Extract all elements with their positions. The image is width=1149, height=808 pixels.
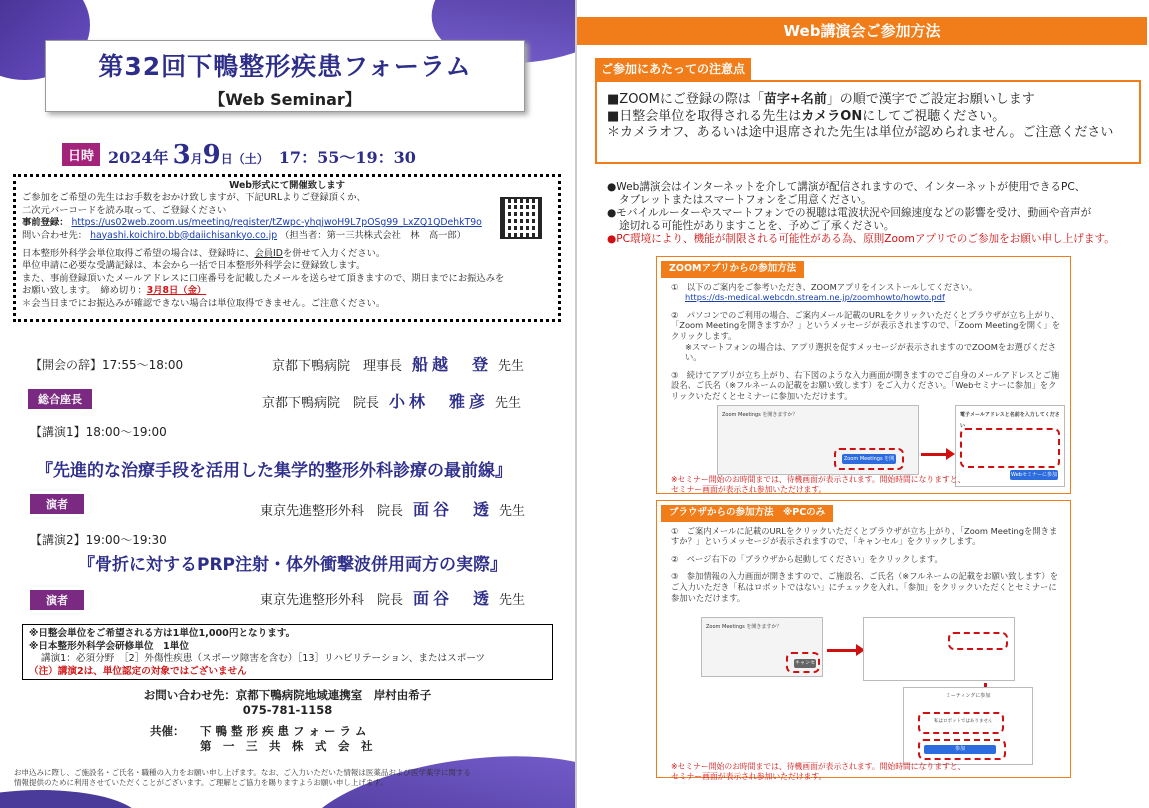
honorific: 先生 [499,593,526,608]
screenshot-title: 電子メールアドレスと名前を入力してください [960,412,1060,429]
info-line: ご参加をご希望の先生はお手数をおかけ致しますが、下記URLよりご登録頂くか、 [22,192,366,204]
lecture1-title: 『先進的な治療手段を活用した集学的整形外科診療の最前線』 [36,461,512,481]
chair-label: 総合座長 [28,389,92,409]
info-text: を併せて入力ください。 [282,248,386,260]
lecture2-presenter-label: 演者 [30,590,84,610]
registration-info-box [13,174,561,322]
browser-step: ③ 参加情報の入力画面が開きますので、ご施設名、ご氏名（※フルネームの記載をお願い致します）をご入力いただき「私はロボットではない」にチェックを入れ、「参加」をクリックいただくとセミナーに参加いただけます。 [671,571,1059,603]
highlight-dashed [786,652,820,673]
browser-open-dialog-screenshot [701,617,823,677]
highlight-dashed [960,428,1060,468]
notice-text: ■ZOOMにご登録の際は「 [607,92,764,107]
bullet-item-cont: 途切れる可能性がありますことを、予めご了承ください。 [619,220,895,232]
lecture2-affiliation: 東京先進整形外科 院長 [260,593,404,608]
opening-speaker-name: 船越 登 [412,355,493,374]
contact-label: 問い合わせ先： [22,229,88,241]
highlight-dashed [948,632,1008,650]
footnote-line: お申込みに際し、ご施設名・ご氏名・職種の入力をお願い申し上げます。なお、ご入力いただいた情報は医薬品および医学薬学に関する [14,768,471,777]
honorific: 先生 [498,359,525,374]
flyer-right-page [577,0,1149,808]
join-button[interactable]: 参加 [924,745,996,754]
notice-emphasis: カメラON [801,108,863,124]
deadline-text: 3月8日（金） [146,285,207,297]
notice-tab: ご参加にあたっての注意点 [595,58,751,80]
sponsor-org: 下 鴨 整 形 疾 患 フ ォ ー ラ ム [200,724,367,738]
info-heading: Web形式にて開催致します [229,180,345,191]
bullet-item: ●モバイルルーターやスマートフォンでの視聴は電波状況や回線速度などの影響を受け、動画や音声が [607,207,1092,219]
contact-email-link[interactable]: hayashi.koichiro.bb@daiichisankyo.co.jp [90,229,278,241]
arrow-right-icon [921,453,947,456]
bullet-item: ●Web講演会はインターネットを介して講演が配信されますので、インターネットが使用できるPC、 [607,181,1086,193]
member-id-text: 会員ID [254,248,283,260]
credit-line: ※日本整形外科学会研修単位 1単位 [29,640,189,652]
lecture1-speaker-name: 面谷 透 [413,500,494,519]
footnote-line: 情報提供のために利用させていただくことがございます。ご理解とご協力を賜りますようお願い申し上げます。 [14,778,388,787]
sponsor-label: 共催： [150,724,185,738]
contact-info [0,688,575,718]
cancel-button[interactable]: キャンセル [794,660,815,675]
notice-text: にしてご視聴ください。 [862,108,1006,124]
credit-line: 講演1：必須分野 ［2］外傷性疾患（スポーツ障害を含む）［13］リハビリテーション、またはスポーツ [41,653,486,664]
lecture1-speaker-row [260,497,525,520]
event-date [62,140,416,170]
screenshot-title: Zoom Meetings を開きますか？ [706,624,782,630]
info-line: また、事前登録頂いたメールアドレスに口座番号を記載したメールを送らせて頂きますので、期日までにお振込みを [22,272,505,284]
decorative-swoosh-bottom-left [0,790,140,808]
join-webinar-button[interactable]: Webセミナーに参加 [1011,472,1057,478]
chair-speaker-row [262,389,521,412]
zoom-browser-launch-screenshot [863,617,1015,681]
bullet-item-cont: タブレットまたはスマートフォンをご用意ください。 [619,194,872,206]
lecture2-time: 【講演2】19:00～19:30 [30,533,167,547]
zoom-step [671,370,1062,402]
notice-text: ■日整会単位を取得される先生は [607,108,802,124]
date-weekday: （土） [232,152,269,166]
info-line: 単位申請に必要な受講記録は、本会から一括で日本整形外科学会に登録致します。 [22,260,366,272]
notice-line [607,92,1129,109]
contact-phone: 075-781-1158 [242,703,333,717]
date-label: 日時 [62,143,100,166]
zoom-step [671,310,1062,363]
bullet-item-important: ●PC環境により、機能が制限される可能性がある為、原則Zoomアプリでのご参加をお願い申し上げます。 [607,233,1115,245]
contact-line [22,230,552,242]
waiting-note: ※セミナー開始のお時間までは、待機画面が表示されます。開始時間になりますと、セミナー画面が表示され参加いただけます。 [671,762,966,781]
sponsor-org: 第 一 三 共 株 式 会 社 [200,739,373,753]
lecture2-title: 『骨折に対するPRP注射・体外衝撃波併用両方の実際』 [78,555,508,575]
screenshot-title: Zoom Meetings を開きますか？ [722,412,798,418]
opening-time: 【開会の辞】17:55～18:00 [30,358,184,372]
step-text: ② パソコンでのご利用の場合、ご案内メール記載のURLをクリックいただくとブラウザが立ち上がり、「Zoom Meetingを開きますか？」というメッセージが表示されますので、「Zoom Meetingを開く」をクリックします。 [671,309,1060,341]
screenshot-title: ミーティングに参加 [945,693,991,699]
arrow-right-icon [827,649,857,652]
registration-url-link[interactable]: https://us02web.zoom.us/meeting/register/tZwpc-yhqjwoH9L7pOSg99_LxZQ1QDehkT9o [71,217,482,229]
requirements-list [607,181,1137,246]
highlight-dashed [834,448,904,470]
notice-box [595,80,1141,164]
date-month: 3 [172,140,191,170]
waiting-note: ※セミナー開始のお時間までは、待機画面が表示されます。開始時間になりますと、セミナー画面が表示され参加いただけます。 [671,475,966,494]
info-line [22,248,552,260]
contact-person: （担当者：第一三共株式会社 林 高一郎） [280,229,467,241]
notice-emphasis: 苗字+名前 [763,92,827,107]
date-year: 2024年 [108,148,169,167]
highlight-dashed [918,712,1004,734]
lecture1-affiliation: 東京先進整形外科 院長 [260,504,404,519]
zoom-app-panel [656,256,1071,494]
privacy-footnote [14,768,484,788]
zoom-panel-title: ZOOMアプリからの参加方法 [661,261,804,278]
date-day: 9 [202,140,221,170]
registration-label: 事前登録： [22,217,69,229]
sponsor-info [150,724,373,754]
step-note: ※スマートフォンの場合は、アプリ選択を促すメッセージが表示されますのでZOOMをお選びください。 [685,341,1057,363]
browser-step: ② ページ右下の「ブラウザから起動してください」をクリックします。 [671,553,943,564]
info-text: お願い致します。 締め切り： [22,285,147,297]
recaptcha-checkbox-label[interactable]: 私はロボットではありません [934,719,993,724]
lecture1-time: 【講演1】18:00～19:00 [30,425,167,439]
notice-text: 」の順で漢字でご設定お願いします [826,92,1035,107]
info-text: 日本整形外科学会単位取得ご希望の場合は、登録時に、 [22,248,255,260]
credit-note: （注）講演2は、単位認定の対象ではございません [29,665,247,677]
credit-line: ※日整会単位をご希望される方は1単位1,000円となります。 [29,628,296,639]
opening-affiliation: 京都下鴨病院 理事長 [272,359,403,374]
info-line: 二次元バーコードを読み取って、ご登録ください [22,204,227,216]
step-text: ③ 続けてアプリが立ち上がり、右下図のような入力画面が開きますのでご自身のメールアドレスとご施設名、ご氏名（※フルネームの記載をお願い致します）をご入力ください。「Webセミナーに参加」をクリックいただくとセミナーに参加いただけます。 [671,369,1060,401]
zoom-howto-link[interactable]: https://ds-medical.webcdn.stream.ne.jp/zoomhowto/howto.pdf [685,292,945,303]
browser-panel-title: ブラウザからの参加方法 ※PCのみ [661,505,833,522]
lecture2-speaker-name: 面谷 透 [413,589,494,608]
step-text: ① 以下のご案内をご参考いただき、ZOOMアプリをインストールしてください。 [671,281,978,292]
credit-info-box [22,624,553,680]
info-line: ＊会当日までにお振込みが確認できない場合は単位取得できません。ご注意ください。 [22,297,386,309]
qr-code[interactable] [500,197,542,239]
notice-line: ＊カメラオフ、あるいは途中退席された先生は単位が認められません。ご注意ください [607,125,1114,140]
zoom-step [671,282,1062,303]
browser-join-form-screenshot [903,687,1033,765]
participation-header: Web講演会ご参加方法 [577,17,1147,45]
opening-speaker-row [272,352,524,375]
contact-line: お問い合わせ先：京都下鴨病院地域連携室 岸村由希子 [143,688,432,702]
registration-line [22,217,552,229]
page-subtitle: 【Web Seminar】 [209,90,361,109]
browser-panel [656,500,1071,778]
chair-speaker-name: 小林 雅彦 [389,392,490,411]
date-time: 17：55～19：30 [278,148,416,167]
honorific: 先生 [499,504,526,519]
open-zoom-button[interactable]: Zoom Meetings を開く [843,456,895,472]
title-box [45,40,525,112]
browser-step: ① ご案内メールに記載のURLをクリックいただくとブラウザが立ち上がり、「Zoom Meetingを開きますか？」というメッセージが表示されますので、「キャンセル」をクリックします。 [671,525,1058,547]
page-title: 第32回下鴨整形疾患フォーラム [98,52,472,81]
lecture2-speaker-row [260,586,525,609]
zoom-open-dialog-screenshot [717,405,919,475]
notice-line [607,109,1129,126]
chair-affiliation: 京都下鴨病院 院長 [262,396,380,411]
date-day-unit: 日 [220,152,233,166]
info-line [22,285,552,297]
highlight-dashed [918,739,1006,760]
lecture1-presenter-label: 演者 [30,494,84,514]
honorific: 先生 [495,396,522,411]
date-month-unit: 月 [190,152,203,166]
